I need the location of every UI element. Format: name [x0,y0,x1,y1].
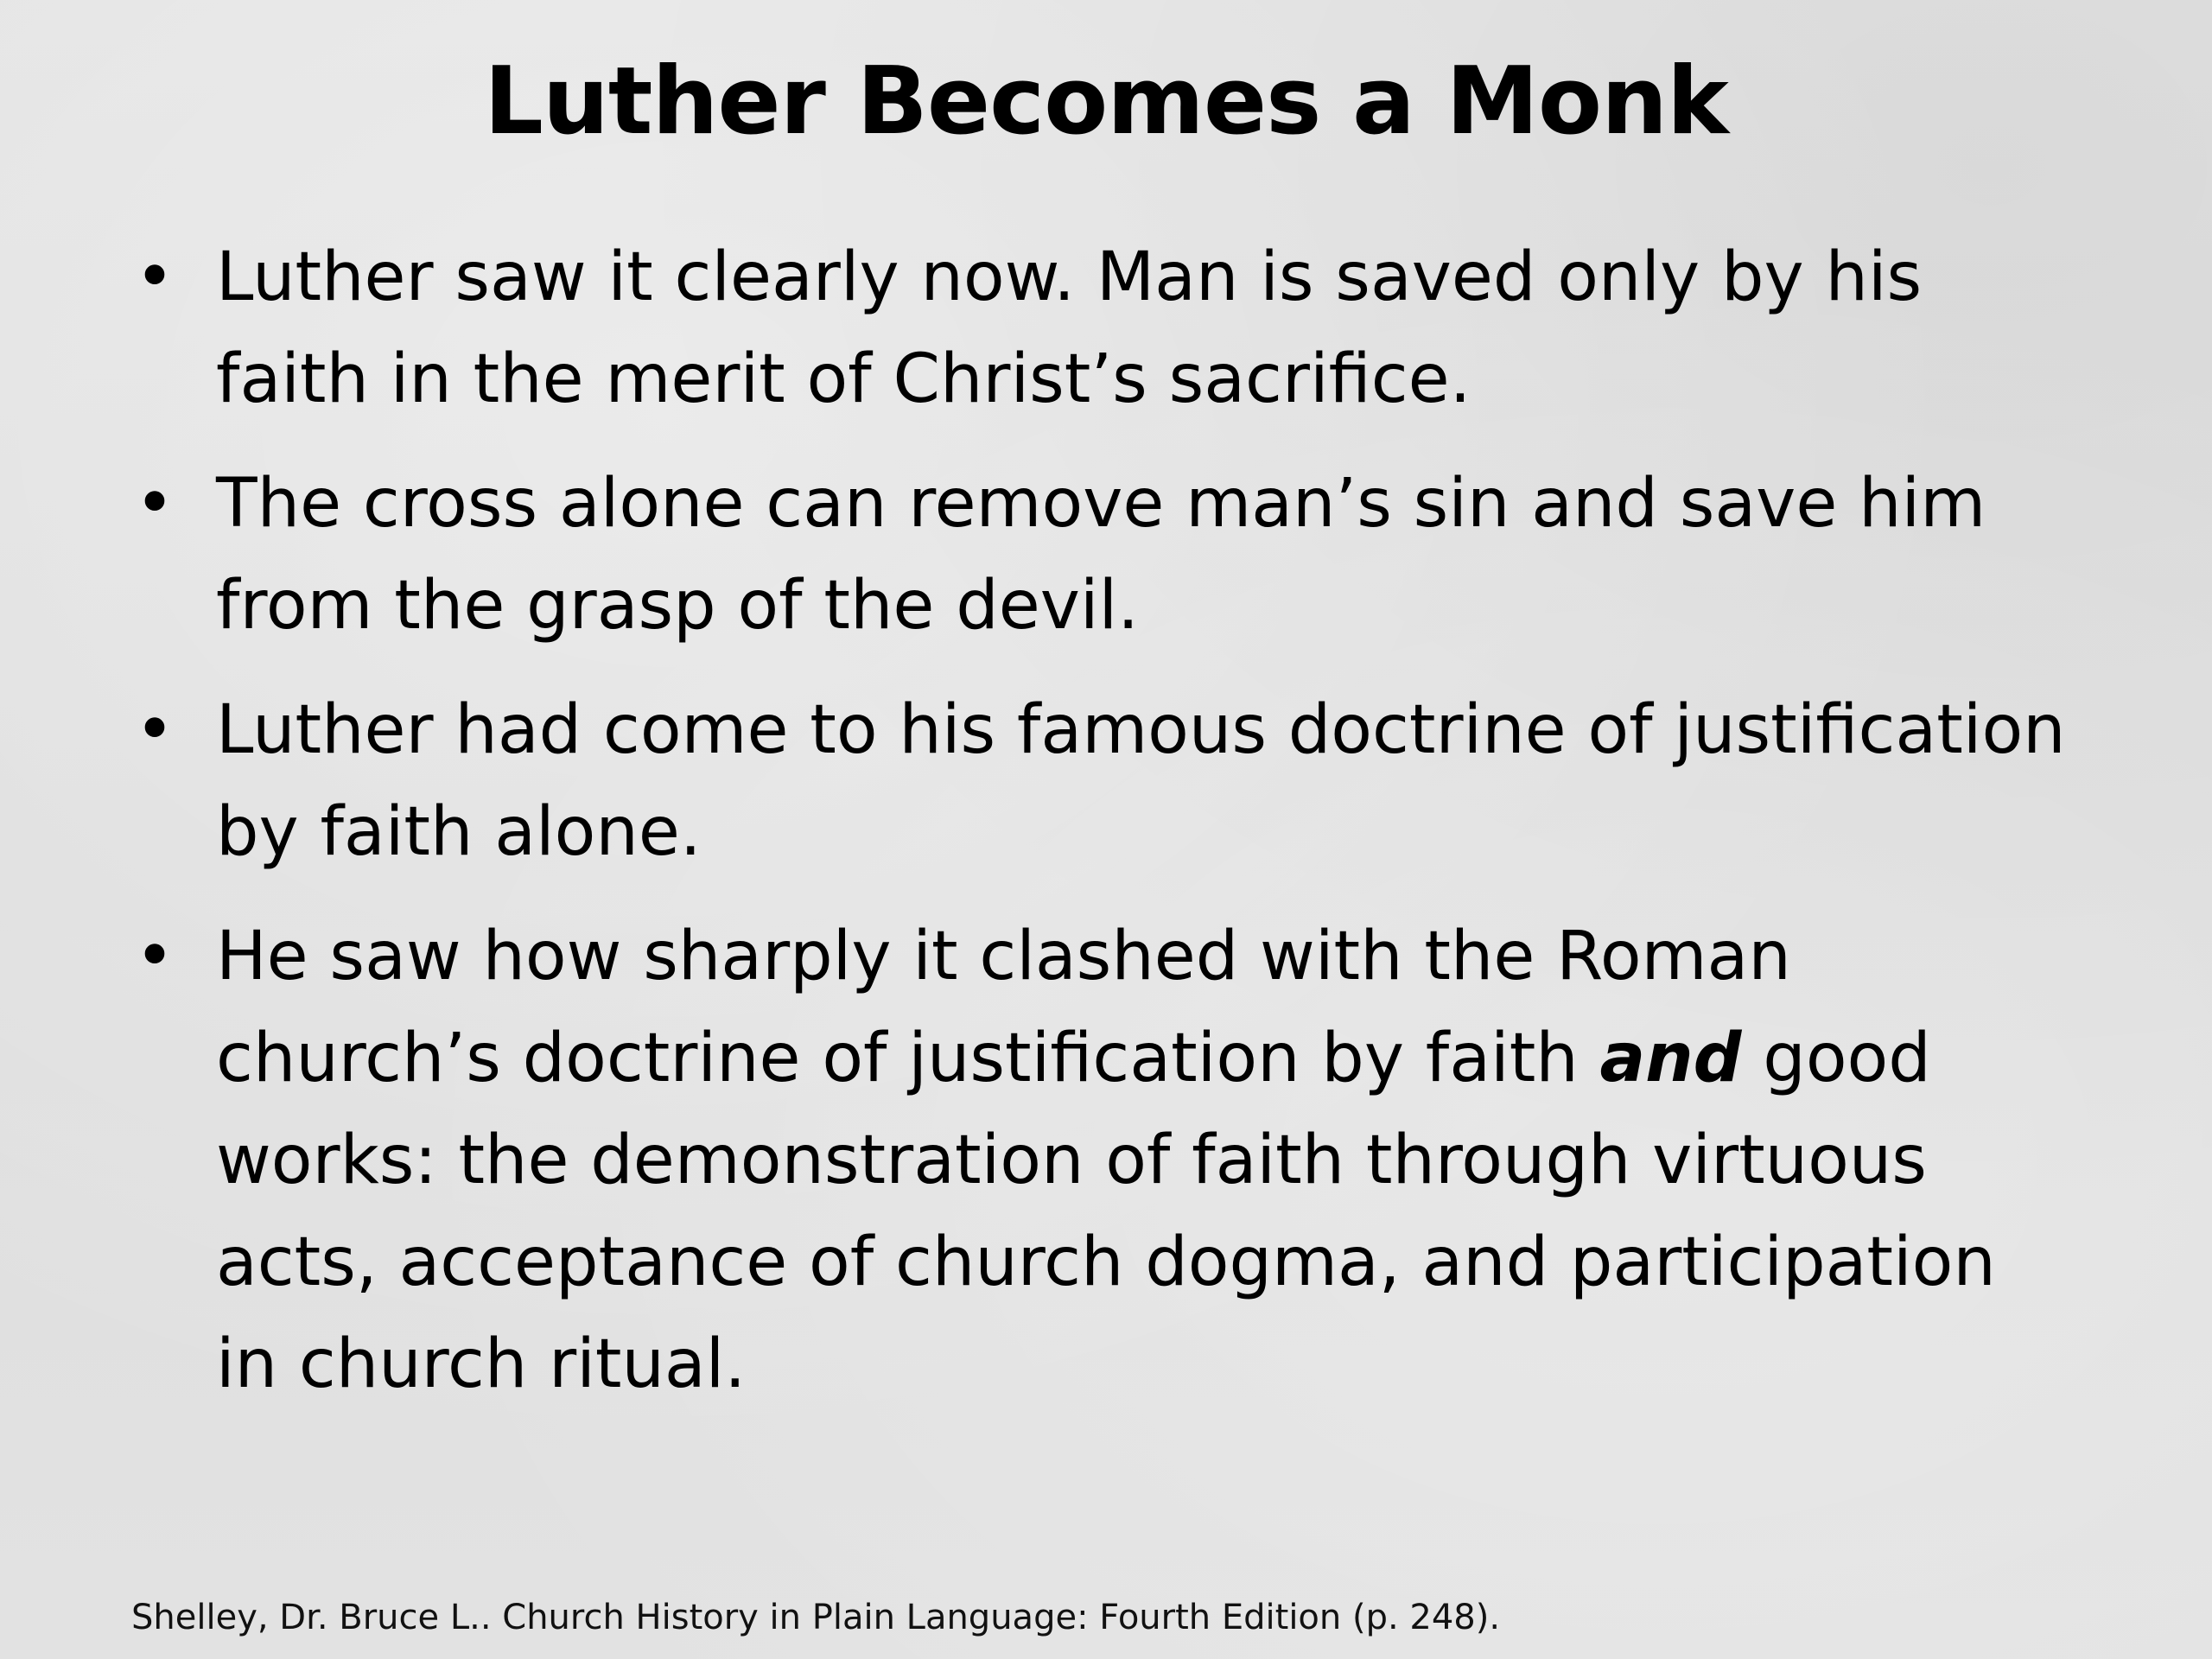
bullet-emphasis: and [1599,1020,1742,1097]
bullet-item [121,453,2074,657]
bullet-item [121,226,2074,430]
bullet-marker: • [135,238,175,316]
bullet-marker: • [135,918,175,995]
bullet-text: Luther saw it clearly now. Man is saved only by his faith in the merit of Christ’s sacrifice. [216,238,1923,418]
citation: Shelley, Dr. Bruce L.. Church History in Plain Language: Fourth Edition (p. 248). [131,1598,1501,1637]
bullet-text: The cross alone can remove man’s sin and save him from the grasp of the devil. [216,465,1986,645]
bullet-text-after: good works: the demonstration of faith through virtuous acts, acceptance of church dogma, and participation in church ritual. [216,1020,1996,1403]
bullet-marker: • [135,465,175,543]
bullet-marker: • [135,691,175,769]
bullet-item [121,906,2074,1415]
bullet-text-before: He saw how sharply it clashed with the Roman church’s doctrine of justification by faith [216,918,1791,1097]
bullet-text: Luther had come to his famous doctrine of justification by faith alone. [216,691,2066,871]
bullet-list [121,226,2074,1438]
slide-title: Luther Becomes a Monk [484,48,1728,156]
bullet-item [121,679,2074,883]
